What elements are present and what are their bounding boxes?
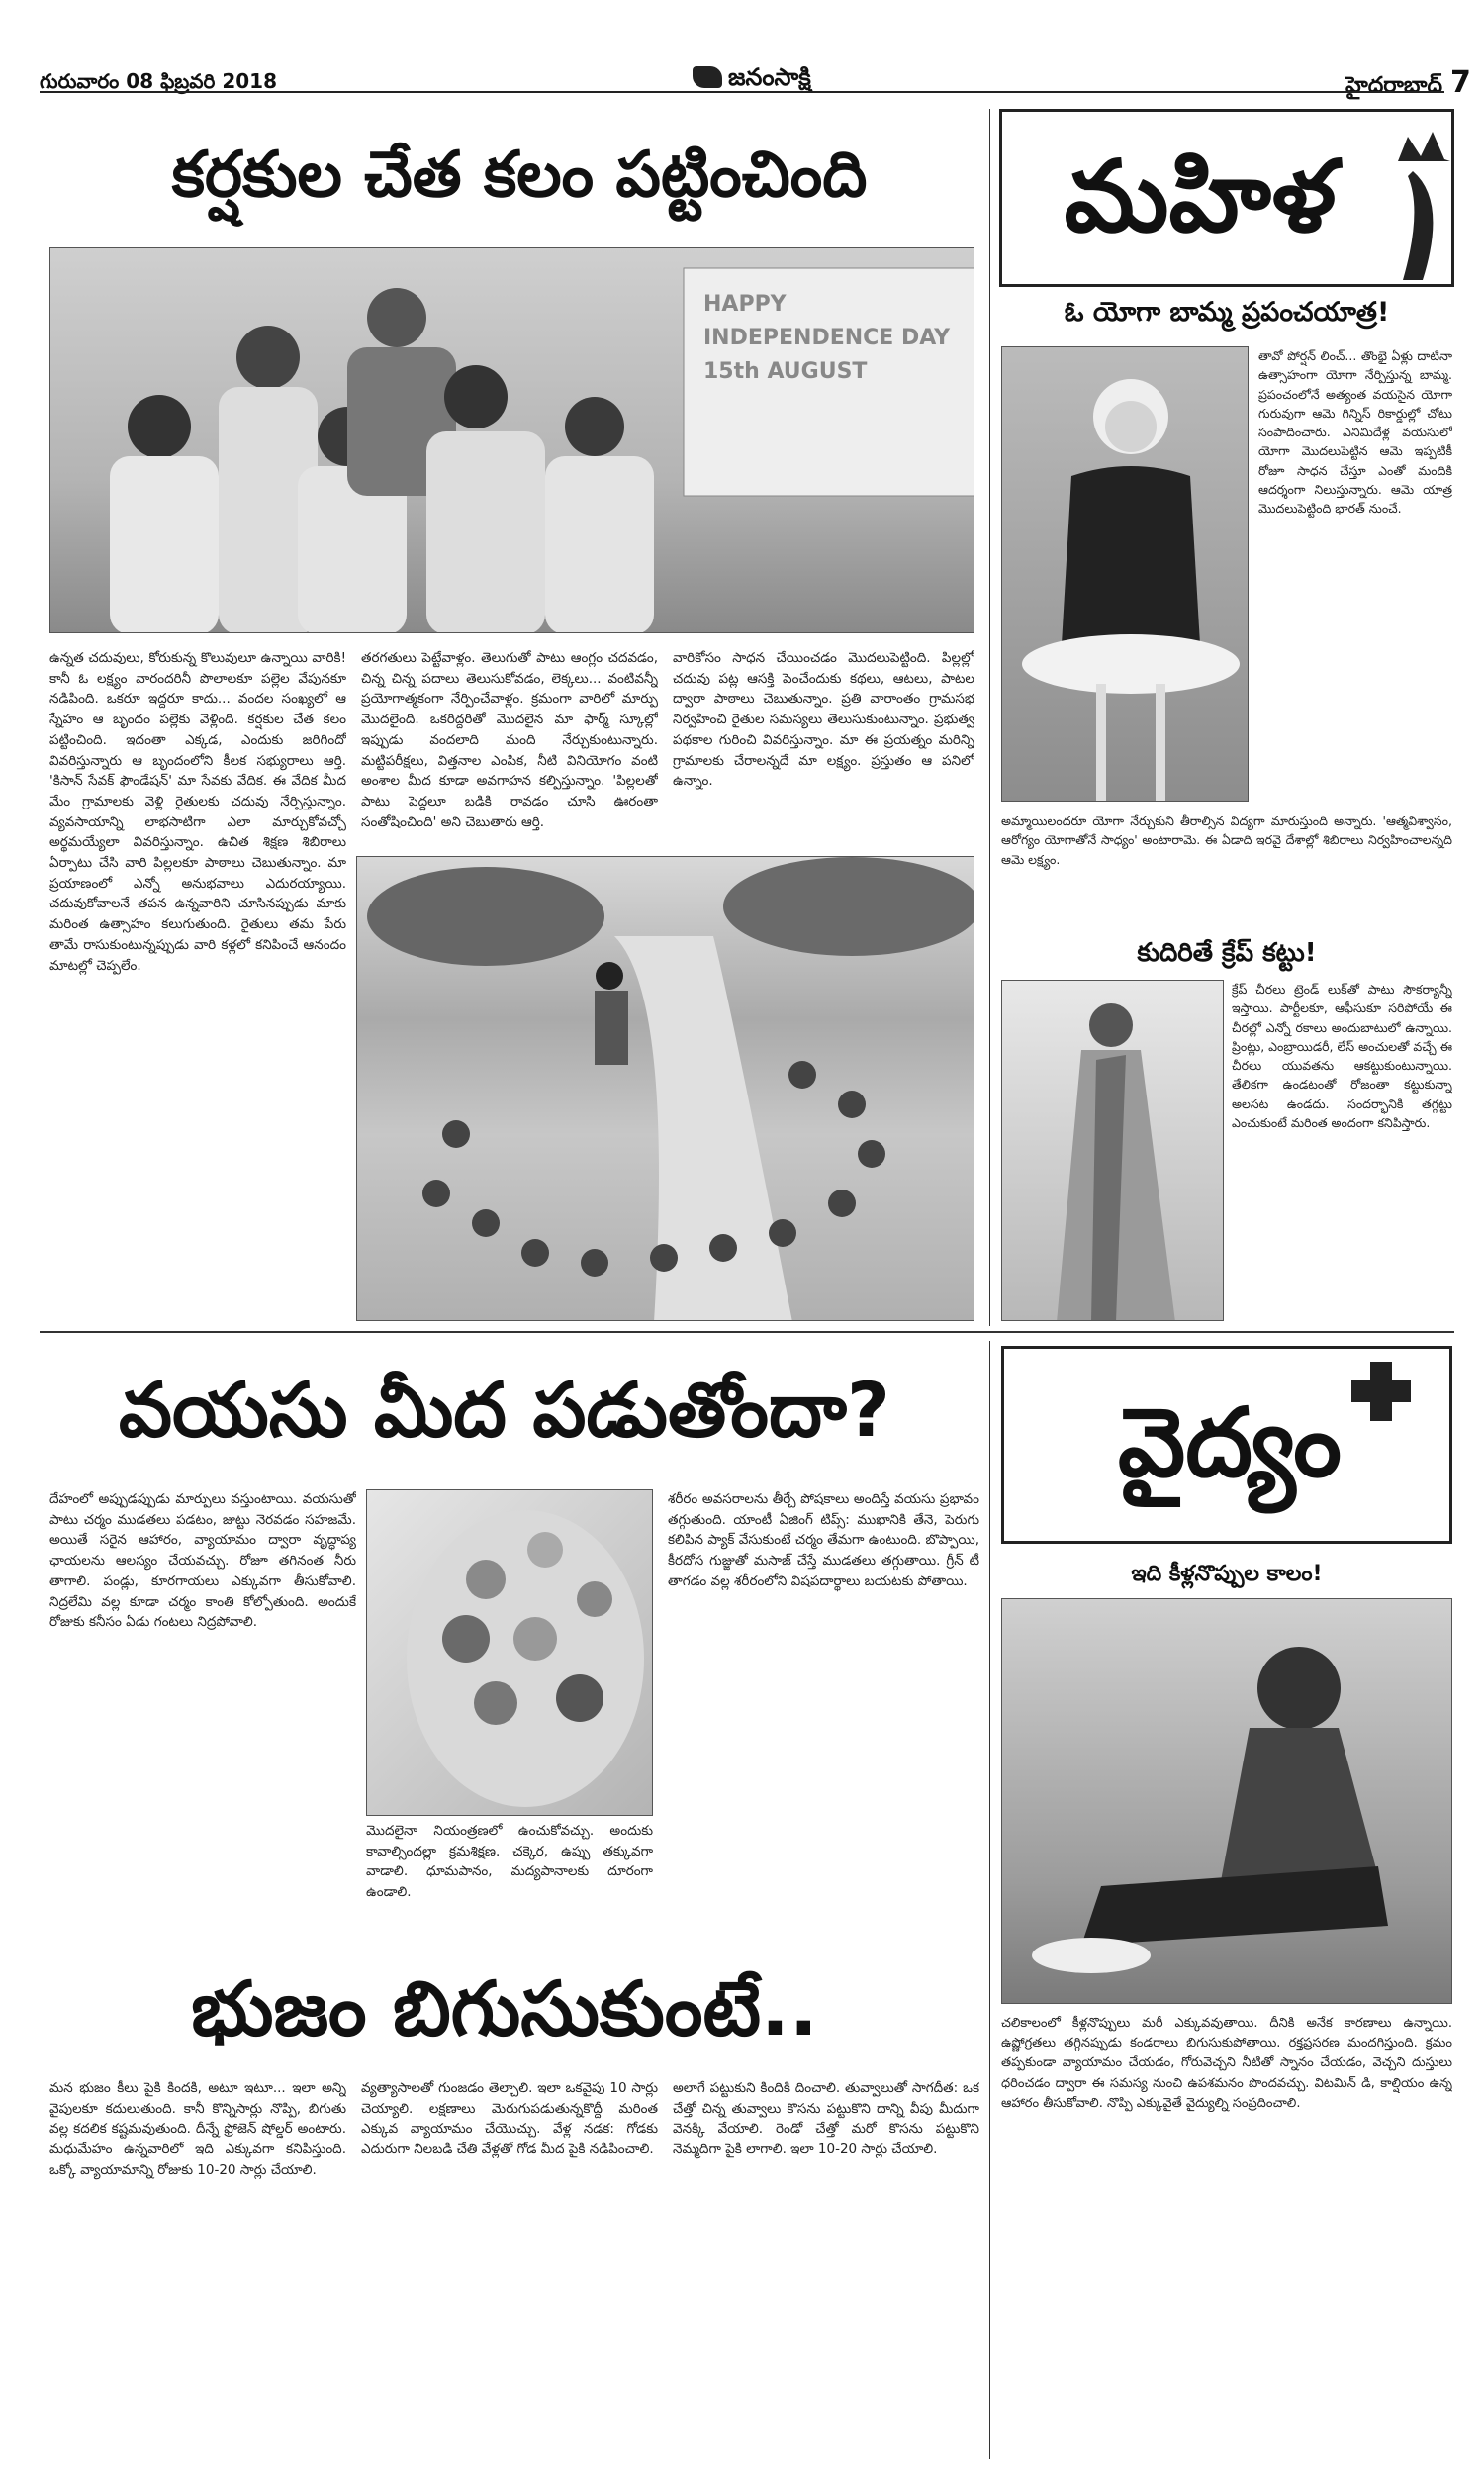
article2-headline: వయసు మీద పడుతోందా? [118, 1366, 891, 1454]
crown-icon [1393, 132, 1452, 280]
article1-col2-text: తరగతులు పెట్టేవాళ్లం. తెలుగుతో పాటు ఆంగ్లం చదవడం, చిన్న చిన్న పదాలు తెలుసుకోవడం, లెక్కలు... వంటివన్నీ ప్రయోగాత్మకంగా నేర్పించేవాళ్లం. క్రమంగా వారిలో మార్పు మొదలైంది. ఒకరిద్దరితో మొదలైన మా ఫార్మ్ స్కూల్లో ఇప్పుడు వందలాది మంది నేర్చుకుంటున్నారు. మట్టిపరీక్షలు, విత్తనాల ఎంపిక, నీటి వినియోగం వంటి అంశాల మీద కూడా అవగాహన కల్పిస్తున్నాం. 'పిల్లలతో పాటు పెద్దలూ బడికి రావడం చూసి ఊరంతా సంతోషించింది' అని చెబుతారు ఆర్తి. [361, 650, 658, 830]
vaidyam-body [1001, 2014, 1452, 2454]
article1-photo-children [49, 247, 974, 633]
mid-page-rule [40, 1331, 1454, 1333]
vaidyam-title: వైద్యం [1118, 1386, 1342, 1498]
article1-column-3 [673, 648, 974, 846]
article3-column-1 [49, 2078, 346, 2454]
article2-column-3 [668, 1489, 979, 1954]
page-number: 7 [1450, 65, 1471, 100]
vaidyam-body-text: చలికాలంలో కీళ్లనొప్పులు మరీ ఎక్కువవుతాయి. దీనికి అనేక కారణాలు ఉన్నాయి. ఉష్ణోగ్రతలు తగ్గినప్పుడు కండరాలు బిగుసుకుపోతాయి. రక్తప్రసరణ మందగిస్తుంది. క్రమం తప్పకుండా వ్యాయామం చేయడం, గోరువెచ్చని నీటితో స్నానం చేయడం, వెచ్చని దుస్తులు ధరించడం ద్వారా ఈ సమస్య నుంచి ఉపశమనం పొందవచ్చు. విటమిన్ డి, కాల్షియం ఉన్న ఆహారం తీసుకోవాలి. నొప్పి ఎక్కువైతే వైద్యుల్ని సంప్రదించాలి. [1001, 2016, 1452, 2111]
logo-icon [693, 66, 722, 88]
saree-model-photo [1001, 980, 1224, 1321]
crepe-body-text: క్రేప్ చీరలు ట్రెండ్ లుక్‌తో పాటు సౌకర్యాన్నీ ఇస్తాయి. పార్టీలకూ, ఆఫీసుకూ సరిపోయే ఈ చీరల్లో ఎన్నో రకాలు అందుబాటులో ఉన్నాయి. ప్రింట్లు, ఎంబ్రాయిడరీ, లేస్ అంచులతో వచ్చే ఈ చీరలు యువతను ఆకట్టుకుంటున్నాయి. తేలికగా ఉండటంతో రోజంతా కట్టుకున్నా అలసట ఉండదు. సందర్భానికి తగ్గట్టు ఎంచుకుంటే మరింత అందంగా కనిపిస్తారు. [1232, 982, 1452, 1131]
photo-board-text: HAPPY INDEPENDENCE DAY 15th AUGUST [703, 292, 951, 384]
yoga-figure-illustration [1002, 347, 1249, 802]
children-circle-illustration [357, 857, 974, 1321]
article1-headline: కర్షకుల చేత కలం పట్టించింది [171, 139, 868, 212]
mahila-body2-text: అమ్మాయిలందరూ యోగా నేర్చుకుని తీరాల్సిన విద్యగా మారుస్తుంది అన్నారు. 'ఆత్మవిశ్వాసం, ఆరోగ్యం యోగాతోనే సాధ్యం' అంటారామె. ఈ ఏడాది ఇరవై దేశాల్లో శిబిరాలు నిర్వహించాలన్నది ఆమె లక్ష్యం. [1001, 813, 1452, 867]
vaidyam-title-box [1001, 1346, 1452, 1544]
column-divider-top [989, 109, 990, 1326]
article2-col1-text: దేహంలో అప్పుడప్పుడు మార్పులు వస్తుంటాయి. వయసుతో పాటు చర్మం ముడతలు పడటం, జుట్టు నెరవడం సహజమే. అయితే సరైన ఆహారం, వ్యాయామం ద్వారా వృద్ధాప్య ఛాయలను ఆలస్యం చేయవచ్చు. రోజూ తగినంత నీరు తాగాలి. పండ్లు, కూరగాయలు ఎక్కువగా తీసుకోవాలి. నిద్రలేమి వల్ల కూడా చర్మం కాంతి కోల్పోతుంది. అందుకే రోజుకు కనీసం ఏడు గంటలు నిద్రపోవాలి. [49, 1491, 356, 1631]
yoga-grandma-photo [1001, 346, 1249, 802]
mahila-body1-text: తావో పోర్షన్ లించ్... తొంభై ఏళ్లు దాటినా ఉత్సాహంగా యోగా నేర్పిస్తున్న బామ్మ. ప్రపంచంలోనే అత్యంత వయసైన యోగా గురువుగా ఆమె గిన్నిస్ రికార్డుల్లో చోటు సంపాదించారు. ఎనిమిదేళ్ల వయసులో యోగా మొదలుపెట్టిన ఆమె ఇప్పటికీ రోజూ సాధన చేస్తూ ఎంతో మందికి ఆదర్శంగా నిలుస్తున్నారు. ఆమె యాత్ర మొదలుపెట్టింది భారత్ నుంచే. [1258, 348, 1452, 517]
article1-column-1 [49, 648, 346, 1321]
article3-column-3 [673, 2078, 979, 2454]
article1-photo-circle [356, 856, 974, 1321]
article3-col3-text: అలాగే పట్టుకుని కిందికి దించాలి. తువ్వాలుతో సాగదీత: ఒక చేత్తో చిన్న తువ్వాలు కొసను పట్టుకొని దాన్ని వీపు మీదుగా వెనక్కి వేయాలి. రెండో చేత్తో మరో కొసను పట్టుకొని నెమ్మదిగా పైకి లాగాలి. ఇలా 10-20 సార్లు చేయాలి. [673, 2080, 979, 2158]
mahila-body-1 [1258, 346, 1452, 807]
column-divider-bottom [989, 1341, 990, 2459]
article3-col1-text: మన భుజం కీలు పైకి కిందకి, అటూ ఇటూ... ఇలా అన్ని వైపులకూ కదులుతుంది. కానీ కొన్నిసార్లు నొప్పి, బిగుతు వల్ల కదలిక కష్టమవుతుంది. దీన్నే ఫ్రోజెన్ షోల్డర్ అంటారు. మధుమేహం ఉన్నవారిలో ఇది ఎక్కువగా కనిపిస్తుంది. ఒక్కో వ్యాయామాన్ని రోజుకు 10-20 సార్లు చేయాలి. [49, 2080, 346, 2178]
mahila-body-2 [1001, 811, 1452, 930]
medical-cross-icon [1331, 1357, 1439, 1426]
article3-col2-text: వ్యత్యాసాలతో గుంజడం తెల్చాలి. ఇలా ఒకవైపు 10 సార్లు చెయ్యాలి. లక్షణాలు మెరుగుపడుతున్నకొద్దీ మరింత ఎక్కువ వ్యాయామం చేయొచ్చు. వేళ్ల నడక: గోడకు ఎదురుగా నిలబడి చేతి వేళ్లతో గోడ మీద పైకి నడిపించాలి. [361, 2080, 658, 2158]
mahila-title-box [999, 109, 1454, 287]
header-rule [40, 91, 1444, 93]
logo-text: జనంసాక్షి [728, 63, 811, 91]
header-date: గురువారం 08 ఫిబ్రవరి 2018 [40, 69, 278, 93]
city-name: హైదరాబాద్ [1345, 73, 1442, 98]
face-mask-photo [366, 1489, 653, 1816]
article1-column-2 [361, 648, 658, 846]
sitting-woman-illustration [1002, 1599, 1452, 2004]
article3-headline: భుజం బిగుసుకుంటే.. [191, 1964, 818, 2052]
mahila-subhead: ఓ యోగా బామ్మ ప్రపంచయాత్ర! [1064, 297, 1390, 328]
article2-column-1 [49, 1489, 356, 1950]
article1-col3-text: వారికోసం సాధన చేయించడం మొదలుపెట్టింది. పిల్లల్లో చదువు పట్ల ఆసక్తి పెంచేందుకు కథలు, ఆటలు, పాటల ద్వారా పాఠాలు చెబుతున్నాం. ప్రతి వారాంతం గ్రామసభ నిర్వహించి రైతుల సమస్యలు తెలుసుకుంటున్నాం. ప్రభుత్వ పథకాల గురించి వివరిస్తున్నాం. మా ఈ ప్రయత్నం మరిన్ని గ్రామాలకు చేరాలన్నదే మా లక్ష్యం. ప్రస్తుతం ఆ పనిలో ఉన్నాం. [673, 650, 974, 790]
vaidyam-subhead: ఇది కీళ్లనొప్పుల కాలం! [1131, 1562, 1323, 1586]
article2-col3-text: శరీరం అవసరాలను తీర్చే పోషకాలు అందిస్తే వయసు ప్రభావం తగ్గుతుంది. యాంటీ ఏజింగ్ టిప్స్: ముఖానికి తేనె, పెరుగు కలిపిన ప్యాక్ వేసుకుంటే చర్మం తేమగా ఉంటుంది. బొప్పాయి, కీరదోస గుజ్జుతో మసాజ్ చేస్తే ముడతలు తగ్గుతాయి. గ్రీన్ టీ తాగడం వల్ల శరీరంలోని విషపదార్థాలు బయటకు పోతాయి. [668, 1491, 979, 1589]
face-fruit-illustration [367, 1490, 653, 1816]
knee-pain-photo [1001, 1598, 1452, 2004]
crepe-subhead: కుదిరితే క్రేప్ కట్టు! [1137, 938, 1317, 968]
header-city [1345, 65, 1471, 103]
article2-col2-text: మొదలైనా నియంత్రణలో ఉంచుకోవచ్చు. అందుకు కావాల్సిందల్లా క్రమశిక్షణ. చక్కెర, ఉప్పు తక్కువగా వాడాలి. ధూమపానం, మద్యపానాలకు దూరంగా ఉండాలి. [366, 1823, 653, 1901]
crepe-body [1232, 980, 1452, 1321]
article2-column-2 [366, 1821, 653, 1954]
mahila-title: మహిళ [1064, 138, 1337, 254]
article3-column-2 [361, 2078, 658, 2454]
article1-col1-text: ఉన్నత చదువులు, కోరుకున్న కొలువులూ ఉన్నాయి వారికి! కానీ ఓ లక్ష్యం వారందరినీ పొలాలకూ పల్లెల వేపునకూ నడిపింది. ఒకరూ ఇద్దరూ కాదు... వందల సంఖ్యలో ఆ స్నేహం ఆ బృందం పల్లెకు వెళ్లింది. కర్షకుల చేత కలం పట్టించింది. ఇదంతా ఎక్కడ, ఎందుకు జరిగిందో వివరిస్తున్నారు ఆ బృందంలోని కీలక సభ్యురాలు ఆర్తి. 'కిసాన్ సేవక్ ఫౌండేషన్' మా సేవకు వేదిక. ఈ వేదిక మీద మేం గ్రామాలకు వెళ్లి రైతులకు చదువు నేర్పిస్తున్నాం. వ్యవసాయాన్ని లాభసాటిగా ఎలా మార్చుకోవచ్చో అర్థమయ్యేలా వివరిస్తున్నాం. ఉచిత శిక్షణ శిబిరాలు ఏర్పాటు చేసి వారి పిల్లలకూ పాఠాలు చెబుతున్నాం. మా ప్రయాణంలో ఎన్నో అనుభవాలు ఎదురయ్యాయి. చదువుకోవాలనే తపన ఉన్నవారిని చూసినప్పుడు మాకు మరింత ఉత్సాహం కలుగుతుంది. రైతులు తమ పేరు తామే రాసుకుంటున్నప్పుడు వారి కళ్లలో కనిపించే ఆనందం మాటల్లో చెప్పలేం. [49, 650, 346, 974]
saree-figure-illustration [1002, 981, 1224, 1321]
